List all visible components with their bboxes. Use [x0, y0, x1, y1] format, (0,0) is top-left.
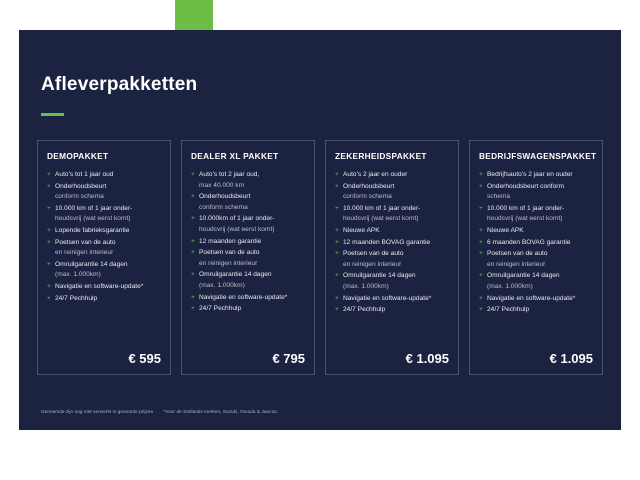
- afleverpakketten-panel: [19, 30, 621, 430]
- feature-item: [335, 170, 449, 181]
- plus-icon: +: [191, 305, 195, 313]
- feature-text: Navigatie en software-update*: [199, 293, 288, 301]
- feature-item: [335, 249, 449, 270]
- package-card-title: DEMOPAKKET: [47, 151, 109, 161]
- feature-list: [47, 170, 161, 341]
- feature-item: [479, 204, 593, 225]
- feature-text: 24/7 Pechhulp: [55, 294, 98, 302]
- plus-icon: +: [47, 226, 51, 234]
- package-card-title: ZEKERHEIDSPAKKET: [335, 151, 427, 161]
- package-price: € 795: [272, 351, 305, 366]
- feature-subtext: houdsvrij (wat eerst komt): [343, 215, 419, 223]
- feature-text: Omruilgarantie 14 dagen: [55, 260, 128, 268]
- feature-item: [335, 204, 449, 225]
- feature-item: [479, 182, 593, 203]
- plus-icon: +: [335, 250, 339, 258]
- feature-item: [47, 226, 161, 237]
- feature-text: Poetsen van de auto: [199, 249, 260, 257]
- feature-item: [191, 192, 305, 213]
- plus-icon: +: [47, 204, 51, 212]
- feature-subtext: (max. 1.000km): [199, 281, 245, 289]
- feature-text: 12 maanden BOVAG garantie: [343, 238, 431, 246]
- feature-text: Onderhoudsbeurt: [199, 193, 251, 201]
- feature-text: Poetsen van de auto: [55, 238, 116, 246]
- feature-item: [191, 304, 305, 315]
- plus-icon: +: [191, 193, 195, 201]
- feature-item: [479, 226, 593, 237]
- plus-icon: +: [47, 238, 51, 246]
- feature-item: [191, 237, 305, 248]
- feature-subtext: en reinigen interieur: [55, 249, 114, 257]
- plus-icon: +: [335, 238, 339, 246]
- feature-text: 24/7 Pechhulp: [343, 306, 386, 314]
- feature-text: 10.000 km of 1 jaar onder-: [487, 204, 565, 212]
- feature-text: Onderhoudsbeurt conform: [487, 182, 564, 190]
- feature-text: Navigatie en software-update*: [55, 282, 144, 290]
- feature-subtext: en reinigen interieur: [487, 260, 546, 268]
- feature-item: [47, 260, 161, 281]
- plus-icon: +: [191, 271, 195, 279]
- feature-item: [479, 238, 593, 249]
- feature-text: Onderhoudsbeurt: [55, 182, 107, 190]
- plus-icon: +: [47, 182, 51, 190]
- plus-icon: +: [335, 171, 339, 178]
- feature-subtext: houdsvrij (wat eerst komt): [487, 215, 563, 223]
- feature-item: [479, 170, 593, 181]
- feature-item: [335, 305, 449, 316]
- feature-text: 10.000 km of 1 jaar onder-: [343, 204, 421, 212]
- plus-icon: +: [335, 226, 339, 234]
- feature-text: 24/7 Pechhulp: [199, 305, 242, 313]
- feature-item: [335, 226, 449, 237]
- feature-item: [47, 282, 161, 293]
- feature-item: [47, 204, 161, 225]
- plus-icon: +: [335, 182, 339, 190]
- plus-icon: +: [479, 238, 483, 246]
- package-card-title: BEDRIJFSWAGENSPAKKET: [479, 151, 597, 161]
- plus-icon: +: [479, 294, 483, 302]
- plus-icon: +: [191, 249, 195, 257]
- feature-text: Onderhoudsbeurt: [343, 182, 395, 190]
- package-card[interactable]: [181, 140, 315, 375]
- feature-subtext: conform schema: [55, 193, 104, 201]
- plus-icon: +: [47, 282, 51, 290]
- feature-text: Auto's tot 1 jaar oud: [55, 171, 114, 178]
- plus-icon: +: [47, 171, 51, 178]
- feature-text: 6 maanden BOVAG garantie: [487, 238, 571, 246]
- footnote-line-2: *Voor de Stellantis merken, Suzuki, Omoda & Jaecoo.: [163, 409, 279, 414]
- feature-text: Omruilgarantie 14 dagen: [199, 271, 272, 279]
- feature-item: [335, 238, 449, 249]
- feature-text: Nieuwe APK: [487, 226, 524, 234]
- feature-text: 10.000 km of 1 jaar onder-: [55, 204, 133, 212]
- feature-list: [479, 170, 593, 341]
- feature-text: Nieuwe APK: [343, 226, 380, 234]
- feature-text: Navigatie en software-update*: [487, 294, 576, 302]
- feature-item: [335, 271, 449, 292]
- feature-text: 12 maanden garantie: [199, 237, 262, 245]
- feature-list: [191, 170, 305, 341]
- feature-item: [191, 214, 305, 235]
- package-price: € 1.095: [549, 351, 593, 366]
- title-underline-accent: [41, 113, 64, 116]
- plus-icon: +: [479, 171, 483, 178]
- package-card[interactable]: [37, 140, 171, 375]
- feature-subtext: max 40.000 km: [199, 181, 245, 189]
- top-accent-bar: [175, 0, 213, 30]
- feature-subtext: en reinigen interieur: [343, 260, 402, 268]
- feature-item: [191, 170, 305, 191]
- footnote-line-1: Genoemde zijn nog niet verwerkt in getoonde prijzen: [41, 409, 154, 414]
- feature-item: [479, 305, 593, 316]
- plus-icon: +: [335, 306, 339, 314]
- feature-subtext: conform schema: [343, 193, 392, 201]
- feature-text: 10.000km of 1 jaar onder-: [199, 215, 275, 223]
- package-price: € 595: [128, 351, 161, 366]
- plus-icon: +: [335, 294, 339, 302]
- page-title: Afleverpakketten: [41, 74, 198, 95]
- feature-item: [47, 294, 161, 305]
- feature-subtext: en reinigen interieur: [199, 259, 258, 267]
- feature-subtext: (max. 1.000km): [55, 271, 101, 279]
- plus-icon: +: [191, 171, 195, 178]
- plus-icon: +: [479, 250, 483, 258]
- package-card[interactable]: [325, 140, 459, 375]
- footnote: [41, 409, 278, 414]
- plus-icon: +: [479, 182, 483, 190]
- feature-text: Auto's tot 2 jaar oud,: [199, 171, 260, 178]
- feature-item: [47, 170, 161, 181]
- plus-icon: +: [191, 215, 195, 223]
- feature-subtext: conform schema: [199, 203, 248, 211]
- package-cards: [37, 140, 605, 375]
- plus-icon: +: [335, 204, 339, 212]
- feature-subtext: (max. 1.000km): [343, 282, 389, 290]
- plus-icon: +: [191, 237, 195, 245]
- feature-list: [335, 170, 449, 341]
- feature-subtext: houdsvrij (wat eerst komt): [55, 215, 131, 223]
- feature-item: [47, 238, 161, 259]
- feature-item: [335, 294, 449, 305]
- package-card[interactable]: [469, 140, 603, 375]
- feature-text: Poetsen van de auto: [343, 250, 404, 258]
- feature-item: [191, 293, 305, 304]
- feature-text: Omruilgarantie 14 dagen: [487, 272, 560, 280]
- feature-text: 24/7 Pechhulp: [487, 306, 530, 314]
- feature-text: Auto's 2 jaar en ouder: [343, 171, 408, 178]
- feature-text: Poetsen van de auto: [487, 250, 548, 258]
- feature-item: [191, 248, 305, 269]
- feature-subtext: houdsvrij (wat eerst komt): [199, 225, 275, 233]
- plus-icon: +: [479, 204, 483, 212]
- plus-icon: +: [191, 293, 195, 301]
- feature-item: [335, 182, 449, 203]
- feature-item: [191, 270, 305, 291]
- package-price: € 1.095: [405, 351, 449, 366]
- package-card-title: DEALER XL PAKKET: [191, 151, 279, 161]
- feature-text: Omruilgarantie 14 dagen: [343, 272, 416, 280]
- feature-item: [479, 249, 593, 270]
- feature-subtext: schema: [487, 193, 511, 201]
- feature-item: [479, 294, 593, 305]
- feature-item: [47, 182, 161, 203]
- plus-icon: +: [47, 294, 51, 302]
- feature-text: Navigatie en software-update*: [343, 294, 432, 302]
- plus-icon: +: [335, 272, 339, 280]
- plus-icon: +: [479, 272, 483, 280]
- feature-item: [479, 271, 593, 292]
- plus-icon: +: [479, 306, 483, 314]
- plus-icon: +: [47, 260, 51, 268]
- feature-text: Lopende fabrieksgarantie: [55, 226, 130, 234]
- feature-text: Bedrijfsauto's 2 jaar en ouder: [487, 171, 573, 178]
- feature-subtext: (max. 1.000km): [487, 282, 533, 290]
- plus-icon: +: [479, 226, 483, 234]
